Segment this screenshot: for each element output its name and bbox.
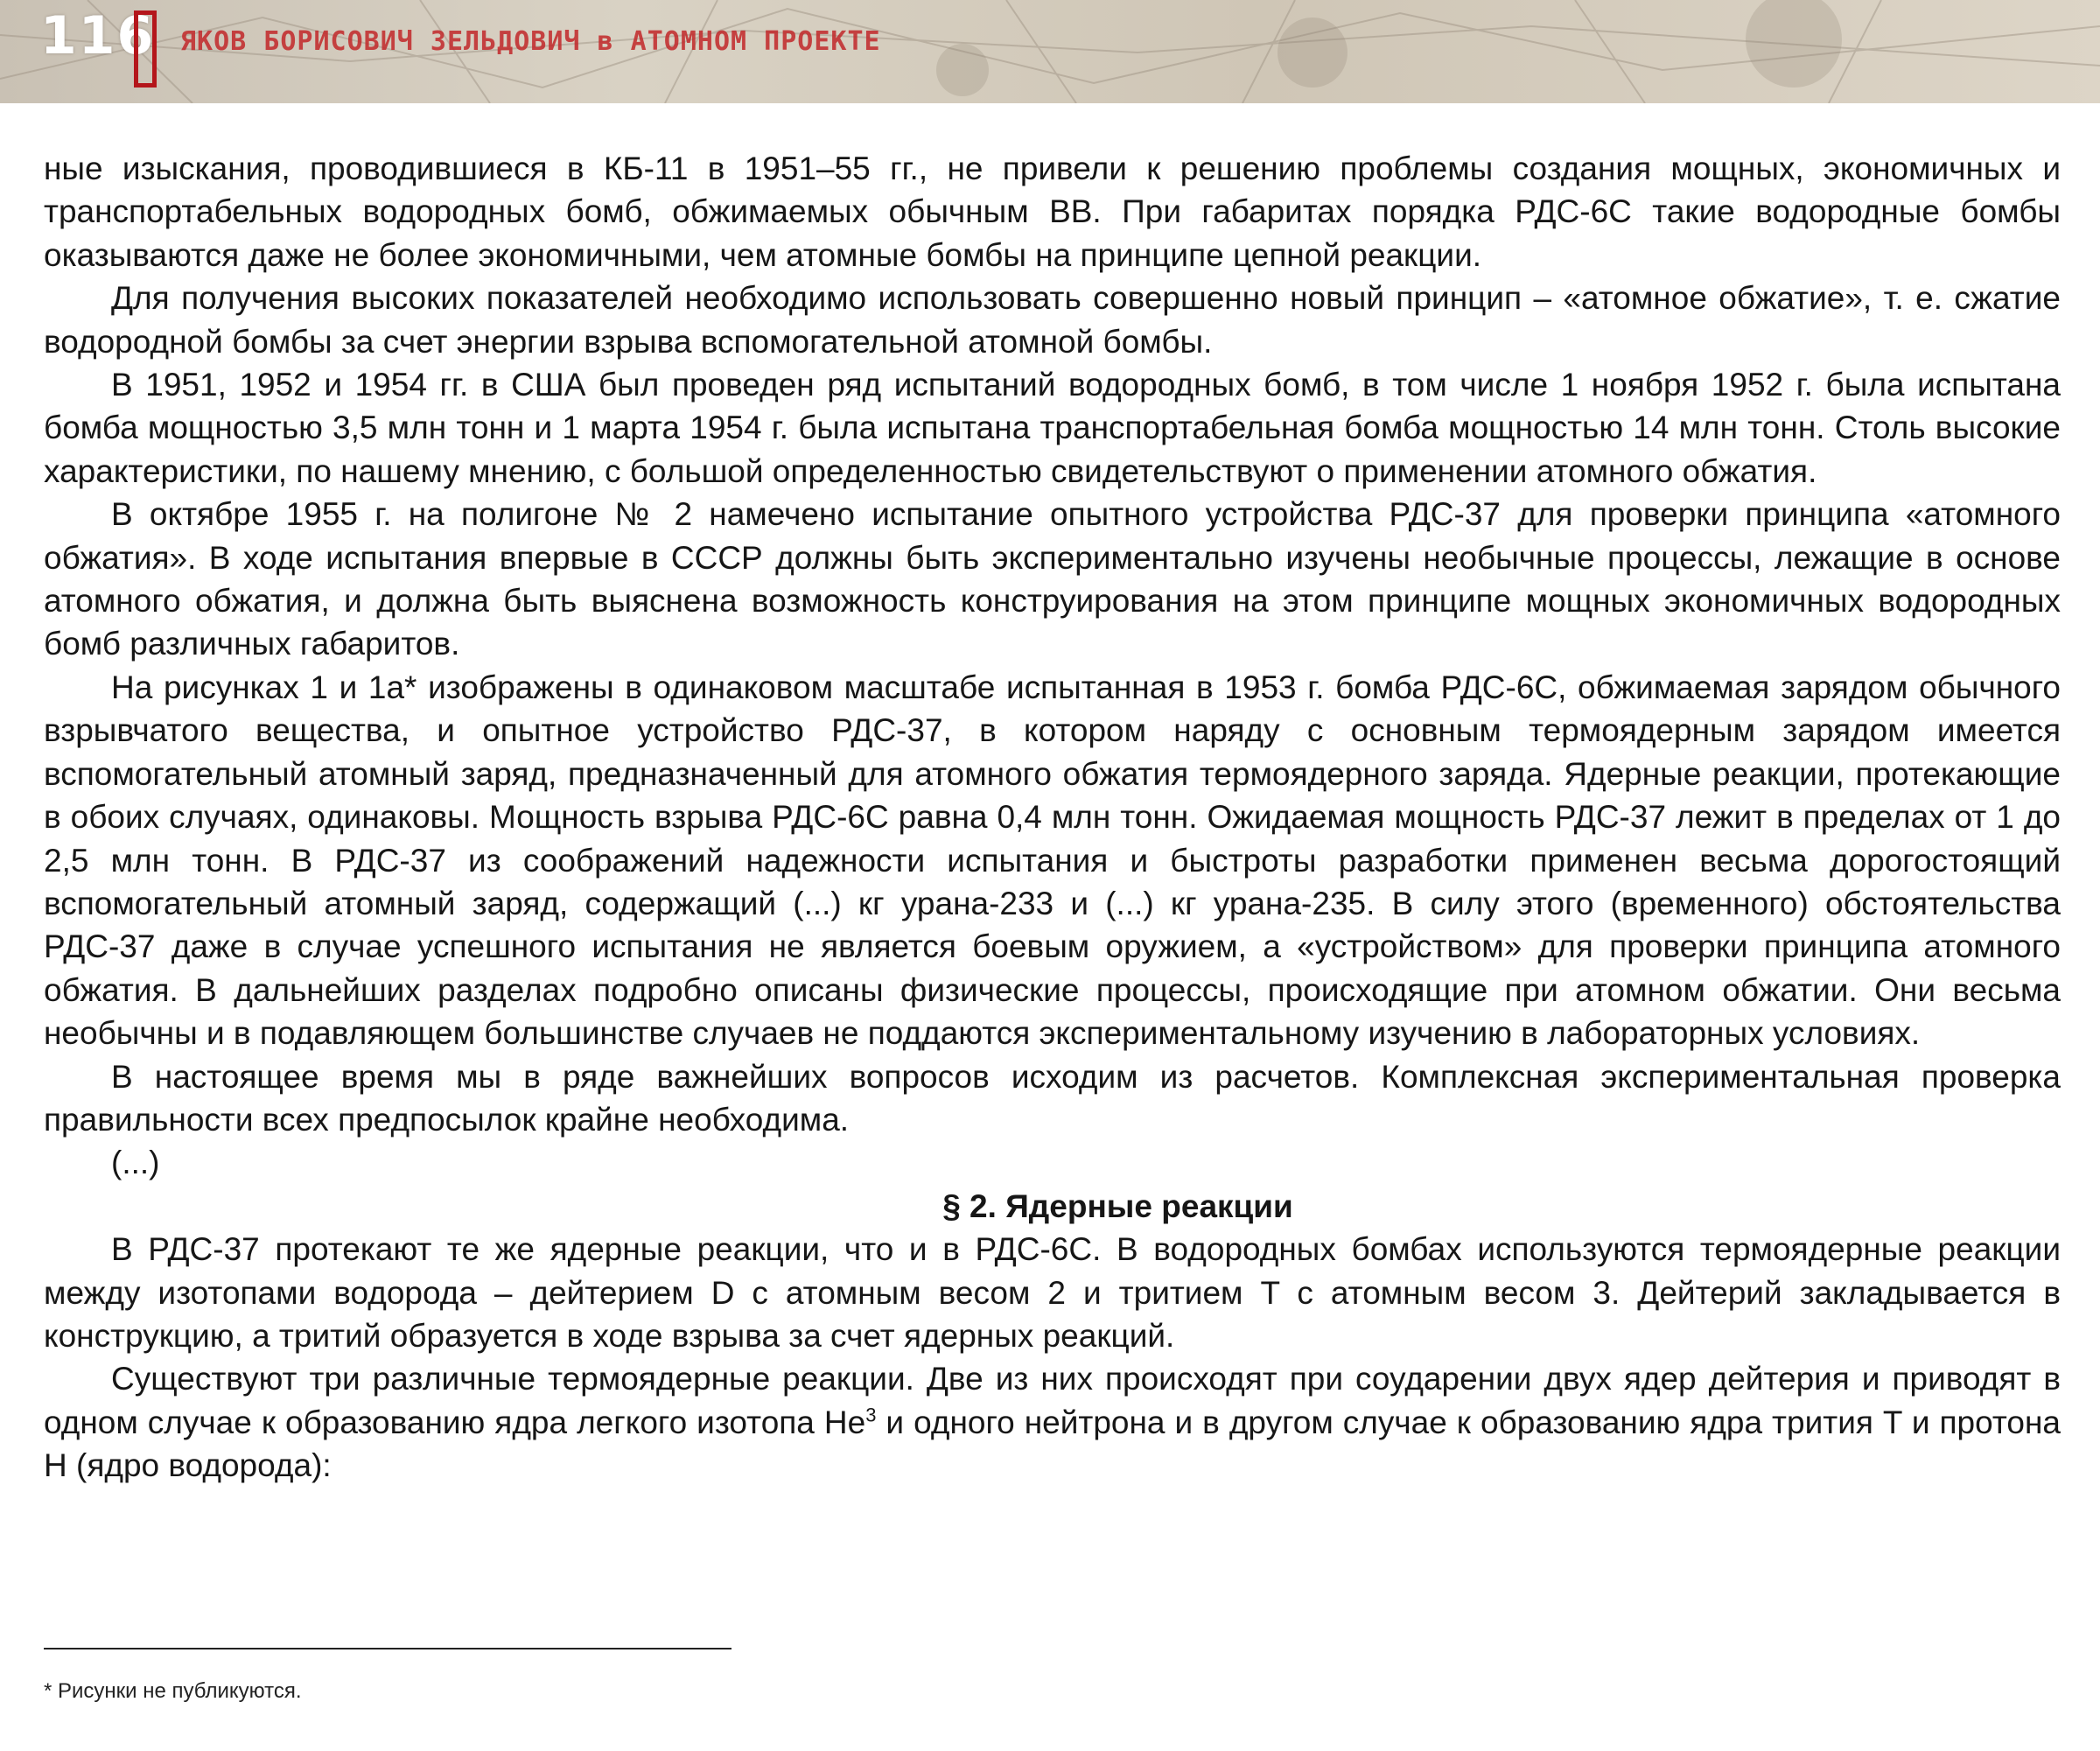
- paragraph: [44, 1357, 2061, 1487]
- paragraph: [44, 666, 2061, 1055]
- footnote: * Рисунки не публикуются.: [44, 1679, 302, 1703]
- paragraph-text: изображены в одинаковом масштабе испытанная в 1953 г. бомба РДС-6С, обжимаемая зарядом обычного взрывчатого вещества, и опытное устройство РДС-37, в котором наряду с основным термоядерным зарядом имеется вспомогательный атомный заряд, предназначенный для атомного обжатия термоядерного заряда. Ядерные реакции, протекающие в обоих случаях, одинаковы. Мощность взрыва РДС-6С равна 0,4 млн тонн. Ожидаемая мощность РДС-37 лежит в пределах от 1 до 2,5 млн тонн. В РДС-37 из соображений надежности испытания и быстроты разработки применен весьма дорогостоящий вспомогательный атомный заряд, содержащий (...) кг урана-233 и (...) кг урана-235. В силу этого (временного) обстоятельства РДС-37 даже в случае успешного испытания не является боевым оружием, а «устройством» для проверки принципа атомного обжатия. В дальнейших разделах подробно описаны физические процессы, происходящие при атомном обжатии. Они весьма необычны и в подавляющем большинстве случаев не поддаются экспериментальному изучению в лабораторных условиях.: [44, 669, 2062, 1052]
- paragraph: В октябре 1955 г. на полигоне № 2 намечено испытание опытного устройства РДС-37 для проверки принципа «атомного обжатия». В ходе испытания впервые в СССР должны быть экспериментально изучены необычные процессы, лежащие в основе атомного обжатия, и должна быть выяснена возможность конструирования на этом принципе мощных экономичных водородных бомб различных габаритов.: [44, 496, 2061, 662]
- omission-marker: (...): [111, 1145, 160, 1181]
- paragraph: В 1951, 1952 и 1954 гг. в США был проведен ряд испытаний водородных бомб, в том числе 1 ноября 1952 г. была испытана бомба мощностью 3,5 млн тонн и 1 марта 1954 г. была испытана транспортабельная бомба мощностью 14 млн тонн. Столь высокие характеристики, по нашему мнению, с большой определенностью свидетельствуют о применении атомного обжатия.: [44, 367, 2061, 489]
- page-number: 116: [40, 5, 156, 67]
- paragraph: Для получения высоких показателей необходимо использовать совершенно новый принцип – «атомное обжатие», т. е. сжатие водородной бомбы за счет энергии взрыва вспомогательной атомной бомбы.: [44, 280, 2061, 360]
- header-bracket-mark: [134, 11, 157, 88]
- superscript: 3: [865, 1404, 877, 1426]
- article-body: [44, 147, 2061, 1488]
- paragraph-text: Существуют три различные термоядерные реакции. Две из них происходят при соударении двух ядер дейтерия и приводят в одном случае к образованию ядра легкого изотопа He: [44, 1361, 2061, 1440]
- paragraph: В настоящее время мы в ряде важнейших вопросов исходим из расчетов. Комплексная экспериментальная проверка правильности всех предпосылок крайне необходима.: [44, 1058, 2061, 1138]
- page-header: [0, 0, 2100, 103]
- running-title: ЯКОВ БОРИСОВИЧ ЗЕЛЬДОВИЧ в АТОМНОМ ПРОЕКТЕ: [180, 26, 881, 57]
- footnote-mark[interactable]: *: [404, 669, 417, 705]
- paragraph: ные изыскания, проводившиеся в КБ-11 в 1951–55 гг., не привели к решению проблемы создания мощных, экономичных и транспортабельных водородных бомб, обжимаемых обычным ВВ. При габаритах порядка РДС-6С такие водородные бомбы оказываются даже не более экономичными, чем атомные бомбы на принципе цепной реакции.: [44, 151, 2061, 273]
- footnote-divider: [44, 1648, 732, 1649]
- paragraph-text: На рисунках 1 и 1а: [111, 669, 405, 705]
- paragraph: В РДС-37 протекают те же ядерные реакции, что и в РДС-6С. В водородных бомбах используются термоядерные реакции между изотопами водорода – дейтерием D с атомным весом 2 и тритием T с атомным весом 3. Дейтерий закладывается в конструкцию, а тритий образуется в ходе взрыва за счет ядерных реакций.: [44, 1231, 2061, 1354]
- section-heading: § 2. Ядерные реакции: [942, 1187, 1293, 1224]
- paragraph-text: и одного нейтрона и в другом случае к образованию ядра трития T и протона H (ядро водорода):: [44, 1404, 2061, 1484]
